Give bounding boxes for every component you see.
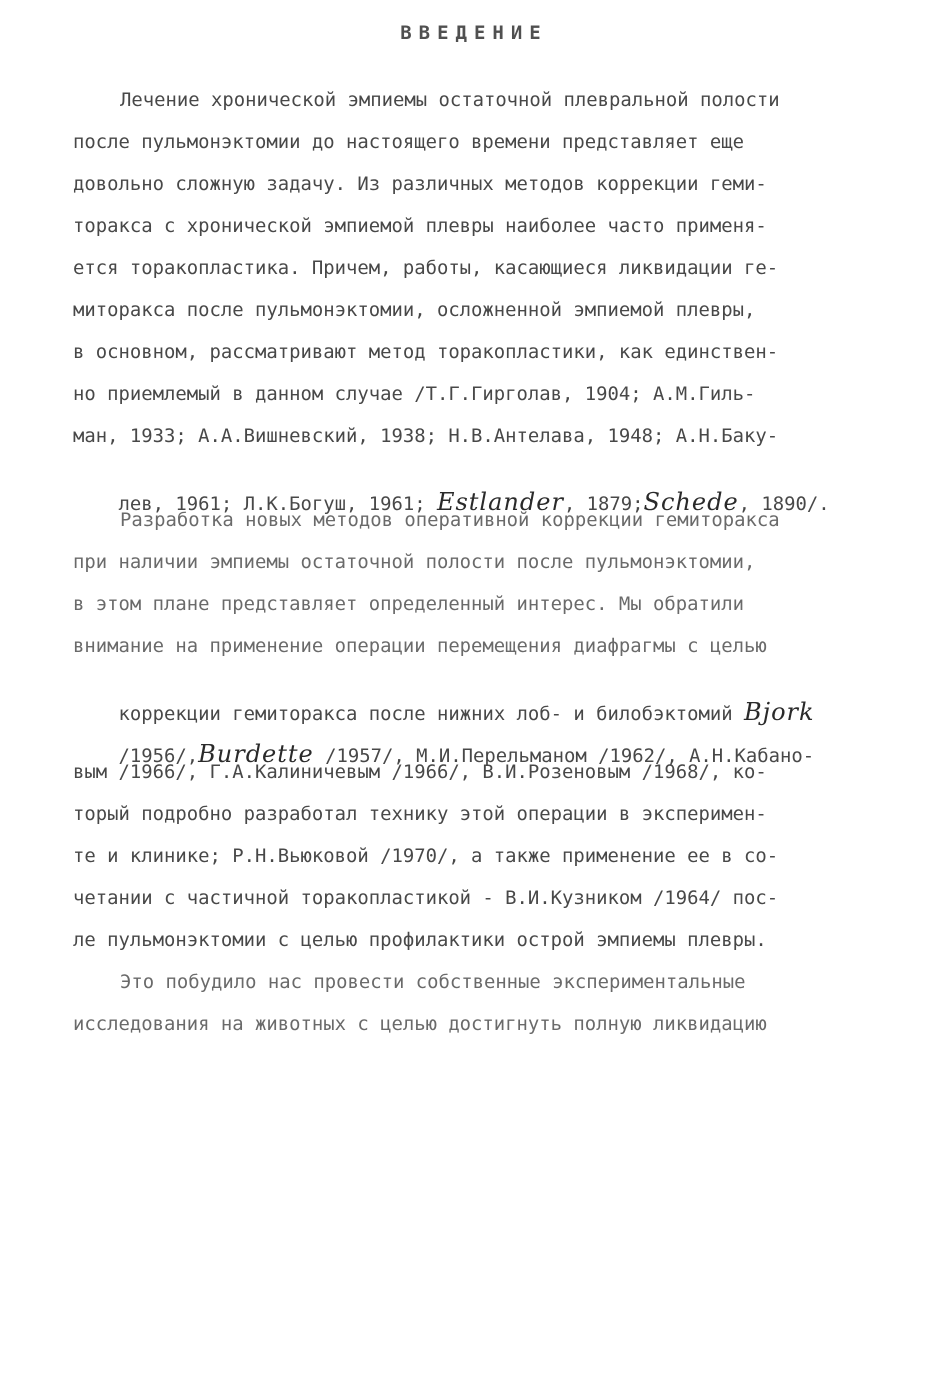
text-line: после пульмонэктомии до настоящего времени представляет еще (73, 131, 745, 153)
text-line: Это побудило нас провести собственные экспериментальные (120, 971, 746, 993)
text-line: довольно сложную задачу. Из различных методов коррекции геми- (73, 173, 767, 195)
text-line: торый подробно разработал технику этой операции в эксперимен- (73, 803, 767, 825)
handwritten-name: Schede (643, 488, 739, 516)
text-line: миторакса после пульмонэктомии, осложненной эмпиемой плевры, (73, 299, 756, 321)
line-segment: лев, 1961; Л.К.Богуш, 1961; (118, 493, 437, 515)
handwritten-name: Bjork (744, 698, 815, 726)
text-line: в этом плане представляет определенный интерес. Мы обратили (73, 593, 745, 615)
text-line: четании с частичной торакопластикой - В.И.Кузником /1964/ пос- (73, 887, 779, 909)
text-line: Лечение хронической эмпиемы остаточной плевральной полости (120, 89, 780, 111)
text-line: внимание на применение операции перемещения диафрагмы с целью (73, 635, 767, 657)
line-segment: /1956/, (118, 745, 199, 767)
page-title: ВВЕДЕНИЕ (400, 22, 548, 44)
text-line: вым /1966/, Г.А.Калиничевым /1966/, В.И.Розеновым /1968/, ко- (73, 761, 767, 783)
text-line: ле пульмонэктомии с целью профилактики острой эмпиемы плевры. (73, 929, 767, 951)
text-line: исследования на животных с целью достигнуть полную ликвидацию (73, 1013, 767, 1035)
text-line: Разработка новых методов оперативной коррекции гемиторакса (120, 509, 780, 531)
handwritten-name: Estlander (436, 488, 564, 516)
text-line: ман, 1933; А.А.Вишневский, 1938; Н.В.Антелава, 1948; А.Н.Баку- (73, 425, 779, 447)
line-segment: , 1890/. (738, 493, 830, 515)
text-line: ется торакопластика. Причем, работы, касающиеся ликвидации ге- (73, 257, 779, 279)
line-segment: /1957/, М.И.Перельманом /1962/, А.Н.Кабано- (313, 745, 815, 767)
text-line: те и клинике; Р.Н.Вьюковой /1970/, а также применение ее в со- (73, 845, 779, 867)
line-segment: коррекции гемиторакса после нижних лоб- и билобэктомий (118, 703, 745, 725)
text-line: при наличии эмпиемы остаточной полости после пульмонэктомии, (73, 551, 756, 573)
line-segment: , 1879; (563, 493, 644, 515)
text-line: торакса с хронической эмпиемой плевры наиболее часто применя- (73, 215, 767, 237)
text-line: но приемлемый в данном случае /Т.Г.Гирголав, 1904; А.М.Гиль- (73, 383, 756, 405)
handwritten-name: Burdette (198, 740, 314, 768)
text-line: в основном, рассматривают метод торакопластики, как единствен- (73, 341, 779, 363)
